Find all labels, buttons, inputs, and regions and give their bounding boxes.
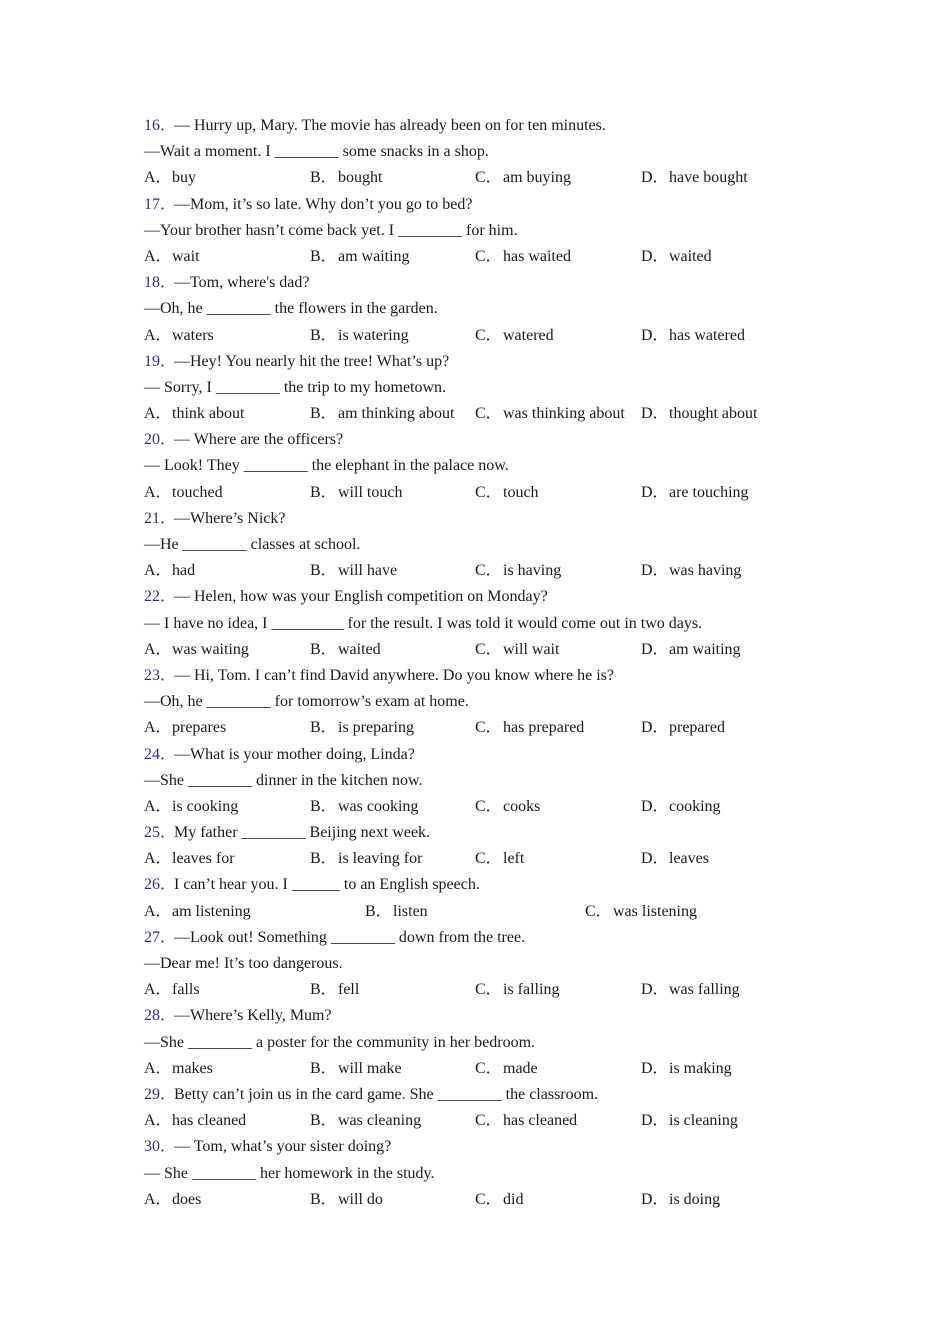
option-letter: B．: [310, 1059, 337, 1077]
question-text: —She ________ a poster for the community in her bedroom.: [144, 1033, 536, 1051]
option-text: cooks: [503, 797, 541, 815]
question-text: — Tom, what’s your sister doing?: [174, 1138, 392, 1156]
answer-options: [144, 165, 844, 191]
question-stem: [144, 742, 844, 768]
option-text: has cleaned: [172, 1112, 247, 1130]
option-letter: D．: [641, 1112, 669, 1130]
answer-option[interactable]: [310, 323, 409, 349]
answer-option[interactable]: [144, 846, 235, 872]
answer-option[interactable]: [475, 244, 571, 270]
option-letter: B．: [310, 1112, 337, 1130]
question-response-line: [144, 951, 844, 977]
answer-options: [144, 558, 844, 584]
question-text: My father ________ Beijing next week.: [174, 824, 430, 842]
question-number-separator: ．: [160, 431, 177, 449]
question-stem: [144, 1082, 844, 1108]
option-letter: C．: [475, 1059, 502, 1077]
option-text: is preparing: [338, 719, 414, 737]
option-letter: B．: [310, 1190, 337, 1208]
option-letter: B．: [310, 850, 337, 868]
answer-option[interactable]: [475, 558, 561, 584]
question-stem: [144, 192, 844, 218]
option-text: am buying: [503, 169, 571, 187]
question-text: —Dear me! It’s too dangerous.: [144, 955, 343, 972]
answer-option[interactable]: [475, 794, 540, 820]
option-letter: C．: [475, 483, 502, 501]
question-stem: [144, 1003, 844, 1029]
option-text: was falling: [669, 981, 740, 999]
answer-options: [144, 977, 844, 1003]
exercise-page: [144, 113, 844, 1213]
option-text: wait: [172, 247, 200, 265]
answer-option[interactable]: [310, 977, 359, 1003]
option-letter: D．: [641, 1059, 669, 1077]
option-text: waters: [172, 326, 214, 344]
option-text: was cleaning: [338, 1112, 422, 1130]
option-text: was cooking: [338, 797, 419, 815]
answer-option[interactable]: [144, 558, 195, 584]
option-letter: B．: [310, 981, 337, 999]
option-text: was thinking about: [503, 405, 625, 423]
option-text: makes: [172, 1059, 213, 1077]
option-text: am waiting: [338, 247, 410, 265]
question-stem: [144, 663, 844, 689]
option-letter: B．: [365, 902, 392, 920]
answer-option[interactable]: [641, 977, 740, 1003]
question-number: 25: [144, 824, 160, 842]
option-text: thought about: [669, 405, 758, 423]
answer-option[interactable]: [641, 794, 721, 820]
answer-option[interactable]: [475, 977, 559, 1003]
answer-option[interactable]: [641, 558, 741, 584]
answer-option[interactable]: [144, 1056, 213, 1082]
answer-option[interactable]: [475, 165, 571, 191]
option-letter: D．: [641, 640, 669, 658]
answer-options: [144, 480, 844, 506]
option-text: does: [172, 1190, 202, 1208]
answer-options: [144, 637, 844, 663]
option-text: had: [172, 562, 196, 580]
option-letter: B．: [310, 640, 337, 658]
option-text: is doing: [669, 1190, 721, 1208]
answer-option[interactable]: [641, 480, 749, 506]
answer-option[interactable]: [641, 165, 748, 191]
option-letter: C．: [475, 640, 502, 658]
question-text: — Hurry up, Mary. The movie has already been on for ten minutes.: [174, 117, 606, 134]
question-text: — Helen, how was your English competition on Monday?: [174, 588, 548, 606]
question-item: [144, 427, 844, 506]
answer-option[interactable]: [475, 715, 584, 741]
option-text: was waiting: [172, 640, 249, 658]
option-letter: D．: [641, 247, 669, 265]
option-letter: B．: [310, 719, 337, 737]
option-text: will make: [338, 1059, 402, 1077]
option-text: was listening: [613, 902, 697, 920]
question-number: 30: [144, 1138, 160, 1156]
question-stem: [144, 1134, 844, 1160]
question-number: 19: [144, 352, 160, 370]
option-text: am listening: [172, 902, 251, 920]
answer-option[interactable]: [475, 1056, 538, 1082]
option-letter: A．: [144, 640, 172, 658]
option-text: is cleaning: [669, 1112, 738, 1130]
question-number-separator: ．: [160, 117, 177, 134]
question-item: [144, 1082, 844, 1134]
question-stem: [144, 506, 844, 532]
option-text: bought: [338, 169, 383, 187]
answer-option[interactable]: [641, 323, 745, 349]
option-text: will do: [338, 1190, 383, 1208]
option-letter: D．: [641, 562, 669, 580]
option-letter: D．: [641, 1190, 669, 1208]
option-text: am waiting: [669, 640, 741, 658]
question-text: —She ________ dinner in the kitchen now.: [144, 771, 423, 789]
option-letter: A．: [144, 981, 172, 999]
question-text: Betty can’t join us in the card game. She ________ the classroom.: [174, 1085, 599, 1103]
option-text: has prepared: [503, 719, 585, 737]
option-text: am thinking about: [338, 405, 455, 423]
option-letter: A．: [144, 850, 172, 868]
option-letter: C．: [475, 850, 502, 868]
option-letter: A．: [144, 483, 172, 501]
answer-option[interactable]: [144, 244, 200, 270]
option-letter: A．: [144, 247, 172, 265]
question-text: —Tom, where's dad?: [174, 274, 310, 292]
question-number-separator: ．: [160, 1007, 177, 1025]
answer-options: [144, 794, 844, 820]
answer-option[interactable]: [144, 899, 251, 925]
question-number-separator: ．: [160, 1138, 177, 1156]
question-item: [144, 820, 844, 872]
answer-option[interactable]: [144, 323, 214, 349]
question-text: —He ________ classes at school.: [144, 536, 361, 553]
question-response-line: [144, 453, 844, 479]
option-text: buy: [172, 169, 196, 187]
question-response-line: [144, 1161, 844, 1187]
question-item: [144, 506, 844, 585]
answer-option[interactable]: [144, 794, 238, 820]
option-letter: C．: [475, 169, 502, 187]
question-number-separator: ．: [160, 1085, 177, 1103]
option-text: has waited: [503, 247, 571, 265]
answer-option[interactable]: [641, 846, 709, 872]
option-text: left: [503, 850, 525, 868]
question-text: —Where’s Kelly, Mum?: [174, 1007, 332, 1025]
option-text: is watering: [338, 326, 409, 344]
option-letter: D．: [641, 405, 669, 423]
answer-option[interactable]: [310, 1108, 421, 1134]
question-item: [144, 192, 844, 271]
question-number: 26: [144, 876, 160, 894]
answer-option[interactable]: [310, 401, 454, 427]
question-item: [144, 1134, 844, 1213]
question-text: —Your brother hasn’t come back yet. I ________ for him.: [144, 221, 518, 239]
question-text: — Look! They ________ the elephant in the palace now.: [144, 457, 509, 475]
option-letter: C．: [475, 1190, 502, 1208]
option-text: waited: [669, 247, 712, 265]
question-stem: [144, 925, 844, 951]
question-number: 22: [144, 588, 160, 606]
question-stem: [144, 270, 844, 296]
option-letter: B．: [310, 169, 337, 187]
question-stem: [144, 427, 844, 453]
option-text: think about: [172, 405, 245, 423]
answer-options: [144, 244, 844, 270]
question-item: [144, 270, 844, 349]
option-text: will touch: [338, 483, 403, 501]
answer-option[interactable]: [641, 1108, 738, 1134]
option-letter: D．: [641, 326, 669, 344]
option-letter: B．: [310, 326, 337, 344]
answer-option[interactable]: [475, 1108, 577, 1134]
option-letter: C．: [475, 562, 502, 580]
answer-option[interactable]: [641, 244, 712, 270]
question-text: — She ________ her homework in the study.: [144, 1164, 435, 1182]
answer-option[interactable]: [310, 558, 397, 584]
question-item: [144, 663, 844, 742]
option-letter: C．: [475, 247, 502, 265]
answer-option[interactable]: [585, 899, 697, 925]
question-number-separator: ．: [160, 876, 177, 894]
answer-option[interactable]: [144, 165, 196, 191]
question-response-line: [144, 218, 844, 244]
answer-option[interactable]: [475, 846, 524, 872]
question-item: [144, 925, 844, 1004]
question-text: — Hi, Tom. I can’t find David anywhere. Do you know where he is?: [174, 666, 614, 684]
question-text: — I have no idea, I _________ for the result. I was told it would come out in two days.: [144, 614, 703, 632]
answer-option[interactable]: [310, 794, 418, 820]
answer-option[interactable]: [310, 846, 422, 872]
option-letter: B．: [310, 797, 337, 815]
option-letter: A．: [144, 326, 172, 344]
option-text: will wait: [503, 640, 560, 658]
answer-option[interactable]: [310, 165, 382, 191]
answer-options: [144, 1108, 844, 1134]
question-number: 17: [144, 195, 160, 213]
answer-option[interactable]: [144, 715, 226, 741]
question-number: 29: [144, 1085, 160, 1103]
question-number: 27: [144, 928, 160, 946]
answer-option[interactable]: [144, 1187, 201, 1213]
question-stem: [144, 820, 844, 846]
answer-options: [144, 846, 844, 872]
answer-option[interactable]: [310, 715, 414, 741]
option-letter: C．: [475, 405, 502, 423]
question-number: 16: [144, 117, 160, 134]
question-stem: [144, 349, 844, 375]
option-text: is falling: [503, 981, 560, 999]
option-letter: D．: [641, 797, 669, 815]
question-text: —Oh, he ________ for tomorrow’s exam at home.: [144, 693, 469, 711]
question-text: —Hey! You nearly hit the tree! What’s up?: [174, 352, 450, 370]
option-text: cooking: [669, 797, 721, 815]
question-text: —Wait a moment. I ________ some snacks in a shop.: [144, 143, 489, 161]
option-text: fell: [338, 981, 360, 999]
option-letter: D．: [641, 850, 669, 868]
option-text: did: [503, 1190, 524, 1208]
option-letter: C．: [475, 326, 502, 344]
question-number-separator: ．: [160, 588, 177, 606]
answer-option[interactable]: [475, 637, 559, 663]
answer-option[interactable]: [144, 401, 244, 427]
option-letter: A．: [144, 1112, 172, 1130]
option-letter: B．: [310, 483, 337, 501]
question-number-separator: ．: [160, 352, 177, 370]
option-text: falls: [172, 981, 200, 999]
answer-option[interactable]: [641, 401, 757, 427]
question-response-line: [144, 375, 844, 401]
question-number-separator: ．: [160, 509, 177, 527]
option-text: prepares: [172, 719, 227, 737]
question-number-separator: ．: [160, 745, 177, 763]
option-letter: C．: [475, 719, 502, 737]
option-letter: D．: [641, 719, 669, 737]
question-response-line: [144, 139, 844, 165]
question-number: 23: [144, 666, 160, 684]
option-letter: C．: [475, 1112, 502, 1130]
answer-option[interactable]: [310, 480, 402, 506]
option-text: is cooking: [172, 797, 239, 815]
option-letter: B．: [310, 562, 337, 580]
question-text: —What is your mother doing, Linda?: [174, 745, 415, 763]
question-number: 20: [144, 431, 160, 449]
option-letter: C．: [475, 981, 502, 999]
option-letter: A．: [144, 1059, 172, 1077]
question-item: [144, 584, 844, 663]
option-letter: D．: [641, 483, 669, 501]
option-text: made: [503, 1059, 538, 1077]
question-stem: [144, 872, 844, 898]
question-number: 24: [144, 745, 160, 763]
option-letter: C．: [475, 797, 502, 815]
answer-option[interactable]: [475, 480, 539, 506]
question-number: 28: [144, 1007, 160, 1025]
answer-option[interactable]: [641, 1056, 732, 1082]
question-response-line: [144, 689, 844, 715]
answer-options: [144, 715, 844, 741]
option-letter: A．: [144, 562, 172, 580]
option-text: is making: [669, 1059, 732, 1077]
question-response-line: [144, 611, 844, 637]
question-text: —Look out! Something ________ down from the tree.: [174, 928, 526, 946]
question-number-separator: ．: [160, 666, 177, 684]
option-text: will have: [338, 562, 398, 580]
question-number-separator: ．: [160, 824, 177, 842]
question-text: I can’t hear you. I ______ to an English speech.: [174, 876, 480, 894]
option-text: listen: [393, 902, 428, 920]
question-number: 18: [144, 274, 160, 292]
answer-option[interactable]: [475, 323, 554, 349]
question-item: [144, 113, 844, 192]
answer-options: [144, 1187, 844, 1213]
option-text: prepared: [669, 719, 725, 737]
question-text: — Sorry, I ________ the trip to my hometown.: [144, 378, 447, 396]
answer-options: [144, 401, 844, 427]
answer-option[interactable]: [144, 1108, 246, 1134]
option-letter: A．: [144, 719, 172, 737]
option-letter: D．: [641, 169, 669, 187]
answer-options: [144, 323, 844, 349]
answer-option[interactable]: [641, 1187, 720, 1213]
answer-option[interactable]: [144, 480, 223, 506]
question-text: —Mom, it’s so late. Why don’t you go to bed?: [174, 195, 473, 213]
option-letter: A．: [144, 902, 172, 920]
option-text: watered: [503, 326, 554, 344]
question-response-line: [144, 768, 844, 794]
question-text: — Where are the officers?: [174, 431, 344, 449]
option-letter: A．: [144, 797, 172, 815]
answer-option[interactable]: [310, 1187, 383, 1213]
question-number-separator: ．: [160, 195, 177, 213]
question-response-line: [144, 1030, 844, 1056]
question-number-separator: ．: [160, 928, 177, 946]
question-item: [144, 742, 844, 821]
question-text: —Where’s Nick?: [174, 509, 286, 527]
option-text: leaves for: [172, 850, 235, 868]
answer-options: [144, 899, 844, 925]
answer-option[interactable]: [475, 401, 625, 427]
option-letter: B．: [310, 405, 337, 423]
option-text: was having: [669, 562, 742, 580]
option-letter: B．: [310, 247, 337, 265]
answer-options: [144, 1056, 844, 1082]
option-text: are touching: [669, 483, 749, 501]
answer-option[interactable]: [310, 244, 410, 270]
answer-option[interactable]: [310, 1056, 402, 1082]
question-response-line: [144, 296, 844, 322]
option-text: is leaving for: [338, 850, 423, 868]
question-response-line: [144, 532, 844, 558]
question-stem: [144, 113, 844, 139]
option-text: waited: [338, 640, 381, 658]
question-item: [144, 1003, 844, 1082]
question-stem: [144, 584, 844, 610]
option-letter: A．: [144, 169, 172, 187]
question-number: 21: [144, 509, 160, 527]
option-letter: D．: [641, 981, 669, 999]
answer-option[interactable]: [310, 637, 381, 663]
answer-option[interactable]: [365, 899, 428, 925]
answer-option[interactable]: [475, 1187, 523, 1213]
question-item: [144, 872, 844, 924]
question-item: [144, 349, 844, 428]
option-letter: A．: [144, 405, 172, 423]
option-letter: A．: [144, 1190, 172, 1208]
option-text: has cleaned: [503, 1112, 578, 1130]
answer-option[interactable]: [641, 637, 741, 663]
answer-option[interactable]: [641, 715, 725, 741]
question-number-separator: ．: [160, 274, 177, 292]
option-text: have bought: [669, 169, 748, 187]
answer-option[interactable]: [144, 637, 249, 663]
option-letter: C．: [585, 902, 612, 920]
answer-option[interactable]: [144, 977, 200, 1003]
option-text: is having: [503, 562, 562, 580]
option-text: leaves: [669, 850, 709, 868]
option-text: touch: [503, 483, 539, 501]
option-text: has watered: [669, 326, 745, 344]
question-text: —Oh, he ________ the flowers in the garden.: [144, 300, 438, 318]
option-text: touched: [172, 483, 223, 501]
